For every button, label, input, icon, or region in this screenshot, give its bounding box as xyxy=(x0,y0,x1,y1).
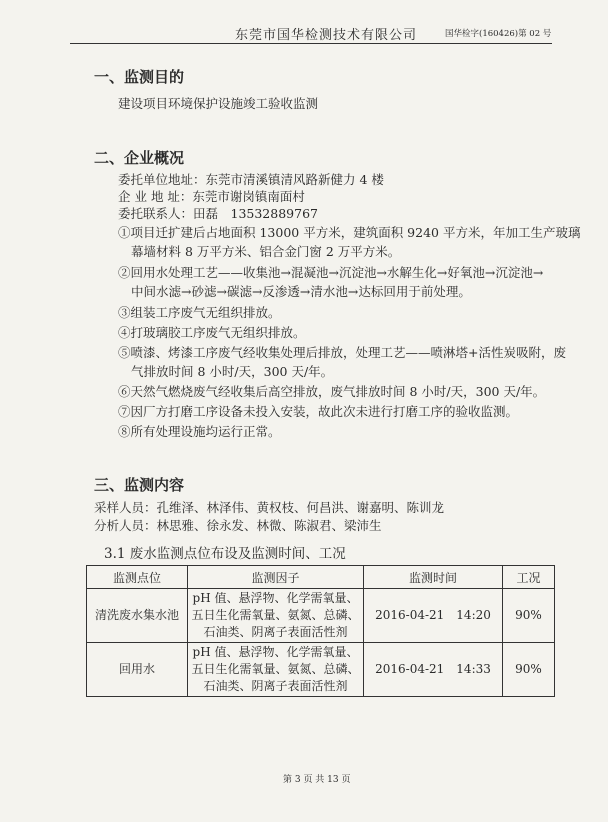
contact-person: 委托联系人：田磊 13532889767 xyxy=(118,206,318,221)
section3-title: 三、监测内容 xyxy=(94,476,185,494)
table-header-row xyxy=(87,566,555,589)
wastewater-monitoring-table xyxy=(86,565,555,697)
overview-item-1: ①项目迁扩建后占地面积 13000 平方米，建筑面积 9240 平方米，年加工生产玻璃 xyxy=(118,225,581,240)
cell-point: 回用水 xyxy=(87,643,188,697)
table-row xyxy=(87,643,555,697)
client-address: 委托单位地址：东莞市清溪镇清风路新健力 4 楼 xyxy=(118,172,384,187)
cell-factors: pH 值、悬浮物、化学需氧量、五日生化需氧量、氨氮、总磷、石油类、阴离子表面活性剂 xyxy=(188,589,364,643)
cell-point: 清洗废水集水池 xyxy=(87,589,188,643)
section1-title: 一、监测目的 xyxy=(94,68,185,86)
cell-time: 2016-04-21 14:20 xyxy=(364,589,503,643)
section1-body: 建设项目环境保护设施竣工验收监测 xyxy=(118,96,319,111)
cell-condition: 90% xyxy=(503,589,555,643)
overview-item-4: ④打玻璃胶工序废气无组织排放。 xyxy=(118,325,306,340)
sampling-staff: 采样人员：孔维泽、林泽伟、黄权枝、何昌洪、谢嘉明、陈训龙 xyxy=(94,500,445,515)
cell-factors: pH 值、悬浮物、化学需氧量、五日生化需氧量、氨氮、总磷、石油类、阴离子表面活性剂 xyxy=(188,643,364,697)
company-address: 企 业 地 址：东莞市谢岗镇南面村 xyxy=(118,189,305,204)
cell-time: 2016-04-21 14:33 xyxy=(364,643,503,697)
table-row xyxy=(87,589,555,643)
cell-condition: 90% xyxy=(503,643,555,697)
analysis-staff: 分析人员：林思雅、徐永发、林微、陈淑君、梁沛生 xyxy=(94,518,382,533)
header-report-code: 国华检字(160426)第 02 号 xyxy=(445,29,552,39)
overview-item-2-cont: 中间水滤→砂滤→碳滤→反渗透→清水池→达标回用于前处理。 xyxy=(131,284,471,299)
overview-item-5-cont: 气排放时间 8 小时/天，300 天/年。 xyxy=(131,364,334,379)
col-header-time: 监测时间 xyxy=(364,566,503,589)
overview-item-6: ⑥天然气燃烧废气经收集后高空排放，废气排放时间 8 小时/天，300 天/年。 xyxy=(118,384,546,399)
overview-item-3: ③组装工序废气无组织排放。 xyxy=(118,305,281,320)
col-header-condition: 工况 xyxy=(503,566,555,589)
overview-item-1-cont: 幕墙材料 8 万平方米、铝合金门窗 2 万平方米。 xyxy=(131,244,401,259)
header-divider xyxy=(70,43,552,44)
section2-title: 二、企业概况 xyxy=(94,149,185,167)
overview-item-8: ⑧所有处理设施均运行正常。 xyxy=(118,424,281,439)
overview-item-7: ⑦因厂方打磨工序设备未投入安装，故此次未进行打磨工序的验收监测。 xyxy=(118,404,519,419)
subsection-3-1-title: 3.1 废水监测点位布设及监测时间、工况 xyxy=(104,546,346,562)
overview-item-5: ⑤喷漆、烤漆工序废气经收集处理后排放，处理工艺——喷淋塔+活性炭吸附，废 xyxy=(118,345,566,360)
col-header-factors: 监测因子 xyxy=(188,566,364,589)
col-header-point: 监测点位 xyxy=(87,566,188,589)
page-number: 第 3 页 共 13 页 xyxy=(283,775,351,785)
overview-item-2: ②回用水处理工艺——收集池→混凝池→沉淀池→水解生化→好氧池→沉淀池→ xyxy=(118,265,544,280)
header-company-name: 东莞市国华检测技术有限公司 xyxy=(235,28,418,43)
